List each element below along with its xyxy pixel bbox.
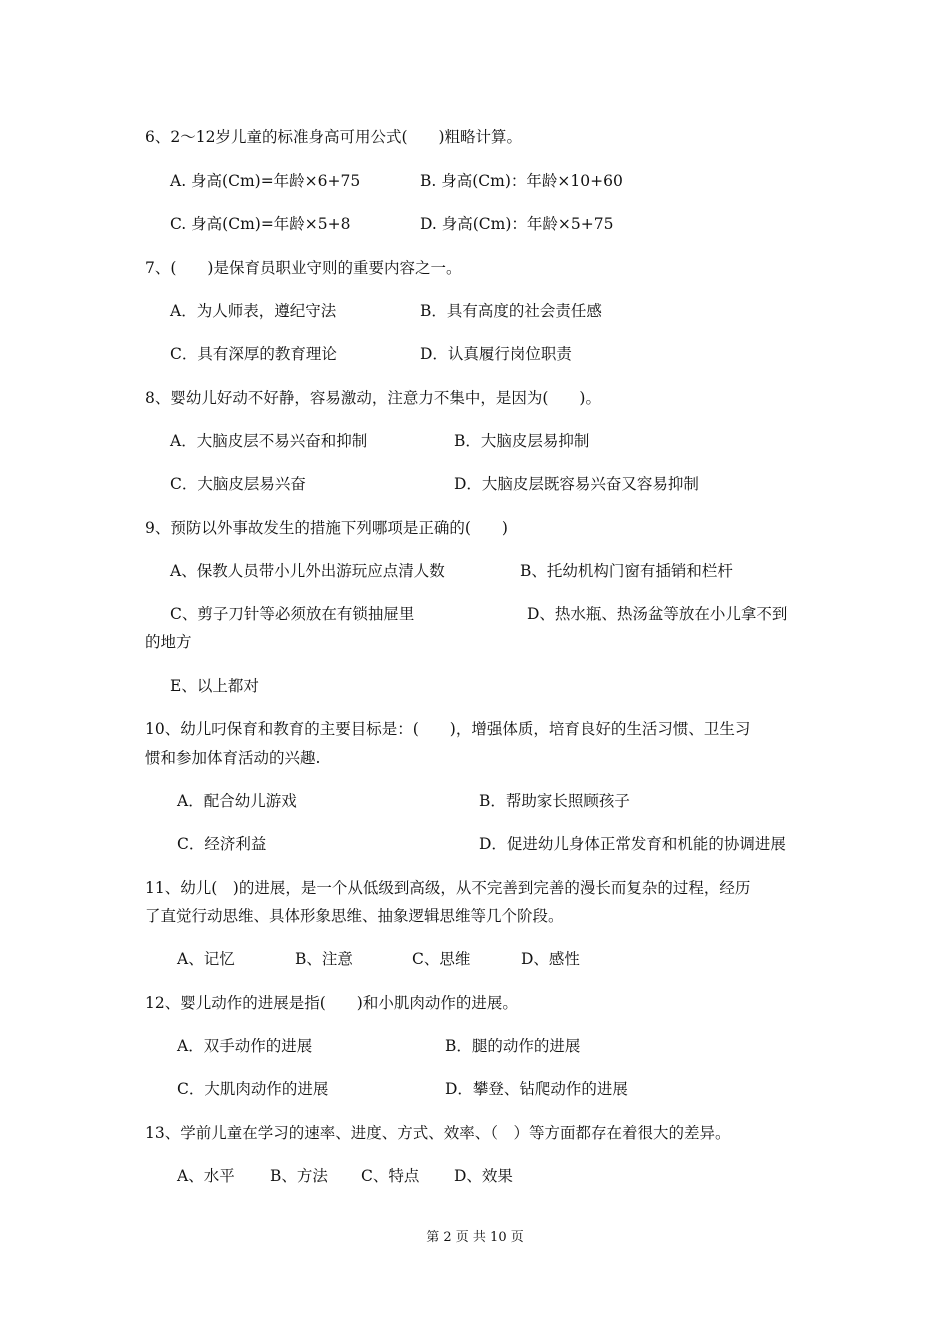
question-12-option-a: A．双手动作的进展 [177,1037,313,1055]
question-9-option-a: A、保教人员带小儿外出游玩应点清人数 [170,562,445,580]
question-9-option-d-continued: 的地方 [145,633,192,651]
question-11-option-a: A、记忆 [177,950,235,968]
question-12-option-d: D．攀登、钻爬动作的进展 [445,1080,628,1098]
question-9-option-b: B、托幼机构门窗有插销和栏杆 [520,562,733,580]
question-8-option-c: C．大脑皮层易兴奋 [170,475,306,493]
question-12-option-c: C．大肌肉动作的进展 [177,1080,329,1098]
question-9-stem: 9、预防以外事故发生的措施下列哪项是正确的( ) [145,519,508,537]
question-9-option-d: D、热水瓶、热汤盆等放在小儿拿不到 [527,605,788,623]
question-13-option-a: A、水平 [177,1167,235,1185]
question-7-option-b: B．具有高度的社会责任感 [420,302,602,320]
question-9-option-c: C、剪子刀针等必须放在有锁抽屉里 [170,605,415,623]
question-11-stem: 11、幼儿( )的进展，是一个从低级到高级，从不完善到完善的漫长而复杂的过程，经历 [145,879,751,897]
question-10-option-a: A．配合幼儿游戏 [177,792,297,810]
question-12-option-b: B．腿的动作的进展 [445,1037,581,1055]
question-7-stem: 7、( )是保育员职业守则的重要内容之一。 [145,259,462,277]
question-6-option-b: B. 身高(Cm)：年龄×10+60 [420,172,623,190]
question-6-stem: 6、2～12岁儿童的标准身高可用公式( )粗略计算。 [145,128,523,146]
question-9-option-e: E、以上都对 [170,677,259,695]
question-10-option-b: B．帮助家长照顾孩子 [479,792,630,810]
question-10-option-c: C．经济利益 [177,835,267,853]
question-6-option-a: A. 身高(Cm)=年龄×6+75 [170,172,361,190]
question-8-option-d: D．大脑皮层既容易兴奋又容易抑制 [454,475,699,493]
question-11-option-d: D、感性 [521,950,580,968]
question-6-option-d: D. 身高(Cm)：年龄×5+75 [420,215,614,233]
question-10-stem: 10、幼儿叼保育和教育的主要目标是：( )，增强体质，培育良好的生活习惯、卫生习 [145,720,751,738]
question-11-stem-continued: 了直觉行动思维、具体形象思维、抽象逻辑思维等几个阶段。 [145,907,564,925]
question-10-option-d: D．促进幼儿身体正常发育和机能的协调进展 [479,835,786,853]
question-11-option-b: B、注意 [295,950,353,968]
question-8-stem: 8、婴幼儿好动不好静，容易激动，注意力不集中，是因为( )。 [145,389,601,407]
page-number-footer: 第 2 页 共 10 页 [426,1230,524,1245]
question-13-option-d: D、效果 [454,1167,513,1185]
question-13-option-b: B、方法 [270,1167,328,1185]
question-13-stem: 13、学前儿童在学习的速率、进度、方式、效率、（ ）等方面都存在着很大的差异。 [145,1124,731,1142]
question-8-option-b: B．大脑皮层易抑制 [454,432,590,450]
question-7-option-d: D．认真履行岗位职责 [420,345,572,363]
question-11-option-c: C、思维 [412,950,471,968]
question-7-option-c: C．具有深厚的教育理论 [170,345,337,363]
question-13-option-c: C、特点 [361,1167,420,1185]
question-8-option-a: A．大脑皮层不易兴奋和抑制 [170,432,368,450]
question-6-option-c: C. 身高(Cm)=年龄×5+8 [170,215,351,233]
question-12-stem: 12、婴儿动作的进展是指( )和小肌肉动作的进展。 [145,994,518,1012]
question-10-stem-continued: 惯和参加体育活动的兴趣. [145,749,321,767]
question-7-option-a: A．为人师表，遵纪守法 [170,302,337,320]
